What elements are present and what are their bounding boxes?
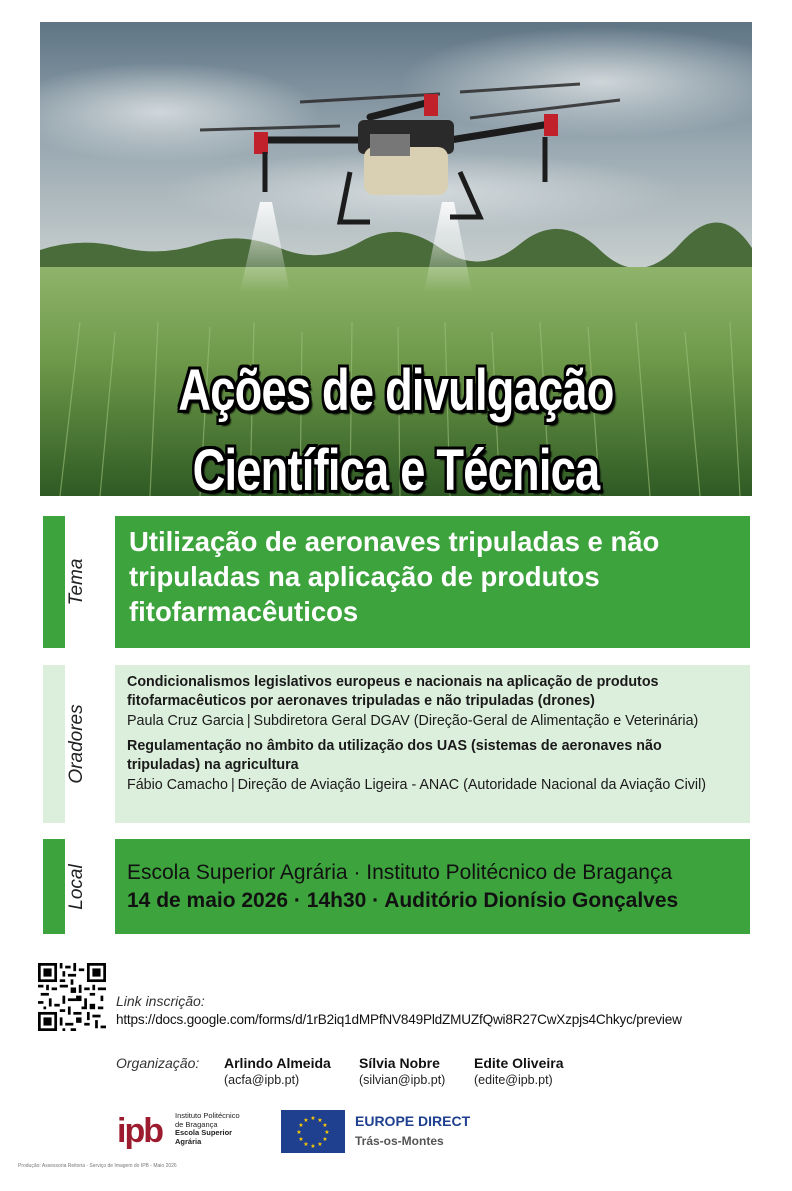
organizer — [224, 1055, 331, 1087]
oradores-side-label — [43, 665, 93, 823]
talk-title: Condicionalismos legislativos europeus e nacionais na aplicação de produtos fitofarmacêuticos por aeronaves tripuladas e não tripuladas (drones) — [127, 674, 659, 709]
europe-direct-subtitle: Trás-os-Montes — [355, 1134, 444, 1148]
ipb-logo-line: Escola Superior — [175, 1128, 233, 1137]
local-label: Local — [66, 863, 87, 910]
talk-title: Regulamentação no âmbito da utilização dos UAS (sistemas de aeronaves não tripuladas) na agricultura — [127, 738, 662, 773]
svg-text:★: ★ — [296, 1129, 302, 1136]
europe-direct-title: EUROPE DIRECT — [355, 1113, 471, 1129]
organizer — [474, 1055, 563, 1087]
ipb-logo-line: Agrária — [175, 1136, 202, 1146]
eu-flag-icon — [281, 1110, 345, 1153]
svg-text:★: ★ — [322, 1136, 328, 1143]
svg-text:★: ★ — [324, 1129, 330, 1136]
speaker-name: Fábio Camacho — [127, 777, 228, 793]
organizer-email[interactable]: (silvian@ipb.pt) — [359, 1073, 446, 1087]
oradores-side-bar — [43, 665, 65, 823]
speaker-role: Subdiretora Geral DGAV — [253, 713, 410, 729]
speaker-name: Paula Cruz Garcia — [127, 713, 244, 729]
tema-side-label — [43, 516, 93, 648]
svg-text:★: ★ — [303, 1117, 309, 1124]
ipb-logo-mark: ipb — [117, 1112, 162, 1150]
tema-side-bar — [43, 516, 65, 648]
svg-text:★: ★ — [322, 1122, 328, 1129]
tema-label: Tema — [66, 558, 87, 606]
ipb-logo-text — [175, 1112, 240, 1146]
organizer-name: Sílvia Nobre — [359, 1055, 440, 1071]
svg-text:★: ★ — [303, 1141, 309, 1148]
organization-label: Organização: — [116, 1055, 200, 1071]
hero-photo — [40, 22, 752, 496]
local-side-label — [43, 839, 93, 934]
local-date-time: 14 de maio 2026 · 14h30 · Auditório Dionísio Gonçalves — [127, 889, 679, 912]
svg-text:★: ★ — [317, 1117, 323, 1124]
oradores-label: Oradores — [66, 704, 87, 784]
qr-code-icon[interactable] — [38, 963, 106, 1031]
drone-field-illustration — [40, 22, 752, 496]
svg-text:★: ★ — [298, 1122, 304, 1129]
tema-text: Utilização de aeronaves tripuladas e não tripuladas na aplicação de produtos fitofarmacêuticos — [129, 526, 660, 627]
ipb-logo-line: de Bragança — [175, 1119, 218, 1129]
registration-link[interactable]: https://docs.google.com/forms/d/1rB2iq1dMPfNV849PldZMUZfQwi8R27CwXzpjs4Chkyc/preview — [116, 1012, 682, 1027]
oradores-box — [115, 665, 750, 823]
footnote: Produção: Assessoria Reitoria · Serviço de Imagem do IPB - Maio 2026 — [18, 1163, 177, 1169]
svg-text:★: ★ — [310, 1115, 316, 1122]
speaker-org: (Autoridade Nacional da Aviação Civil) — [463, 777, 707, 793]
local-box — [115, 839, 750, 934]
organizer-name: Edite Oliveira — [474, 1055, 564, 1071]
organizer — [359, 1055, 445, 1087]
svg-text:★: ★ — [310, 1143, 316, 1150]
speaker-line: Fábio Camacho | Direção de Aviação Ligeira - ANAC (Autoridade Nacional da Aviação Civil) — [127, 777, 707, 793]
hero-title-line2: Científica e Técnica — [192, 438, 600, 496]
organizer-email[interactable]: (edite@ipb.pt) — [474, 1073, 553, 1087]
tema-box — [115, 516, 750, 648]
svg-text:★: ★ — [317, 1141, 323, 1148]
speaker-line: Paula Cruz Garcia | Subdiretora Geral DGAV (Direção-Geral de Alimentação e Veterinária) — [127, 713, 699, 729]
ipb-logo-line: Instituto Politécnico — [175, 1111, 240, 1120]
svg-text:★: ★ — [298, 1136, 304, 1143]
speaker-role: Direção de Aviação Ligeira - ANAC — [237, 777, 460, 793]
local-institution: Escola Superior Agrária · Instituto Politécnico de Bragança — [127, 861, 673, 884]
organizer-email[interactable]: (acfa@ipb.pt) — [224, 1073, 300, 1087]
registration-link-label: Link inscrição: — [116, 993, 205, 1009]
hero-title-line1: Ações de divulgação — [178, 358, 614, 423]
speaker-org: (Direção-Geral de Alimentação e Veterinária) — [413, 713, 699, 729]
organizer-name: Arlindo Almeida — [224, 1055, 331, 1071]
ipb-logo — [117, 1110, 257, 1155]
local-side-bar — [43, 839, 65, 934]
